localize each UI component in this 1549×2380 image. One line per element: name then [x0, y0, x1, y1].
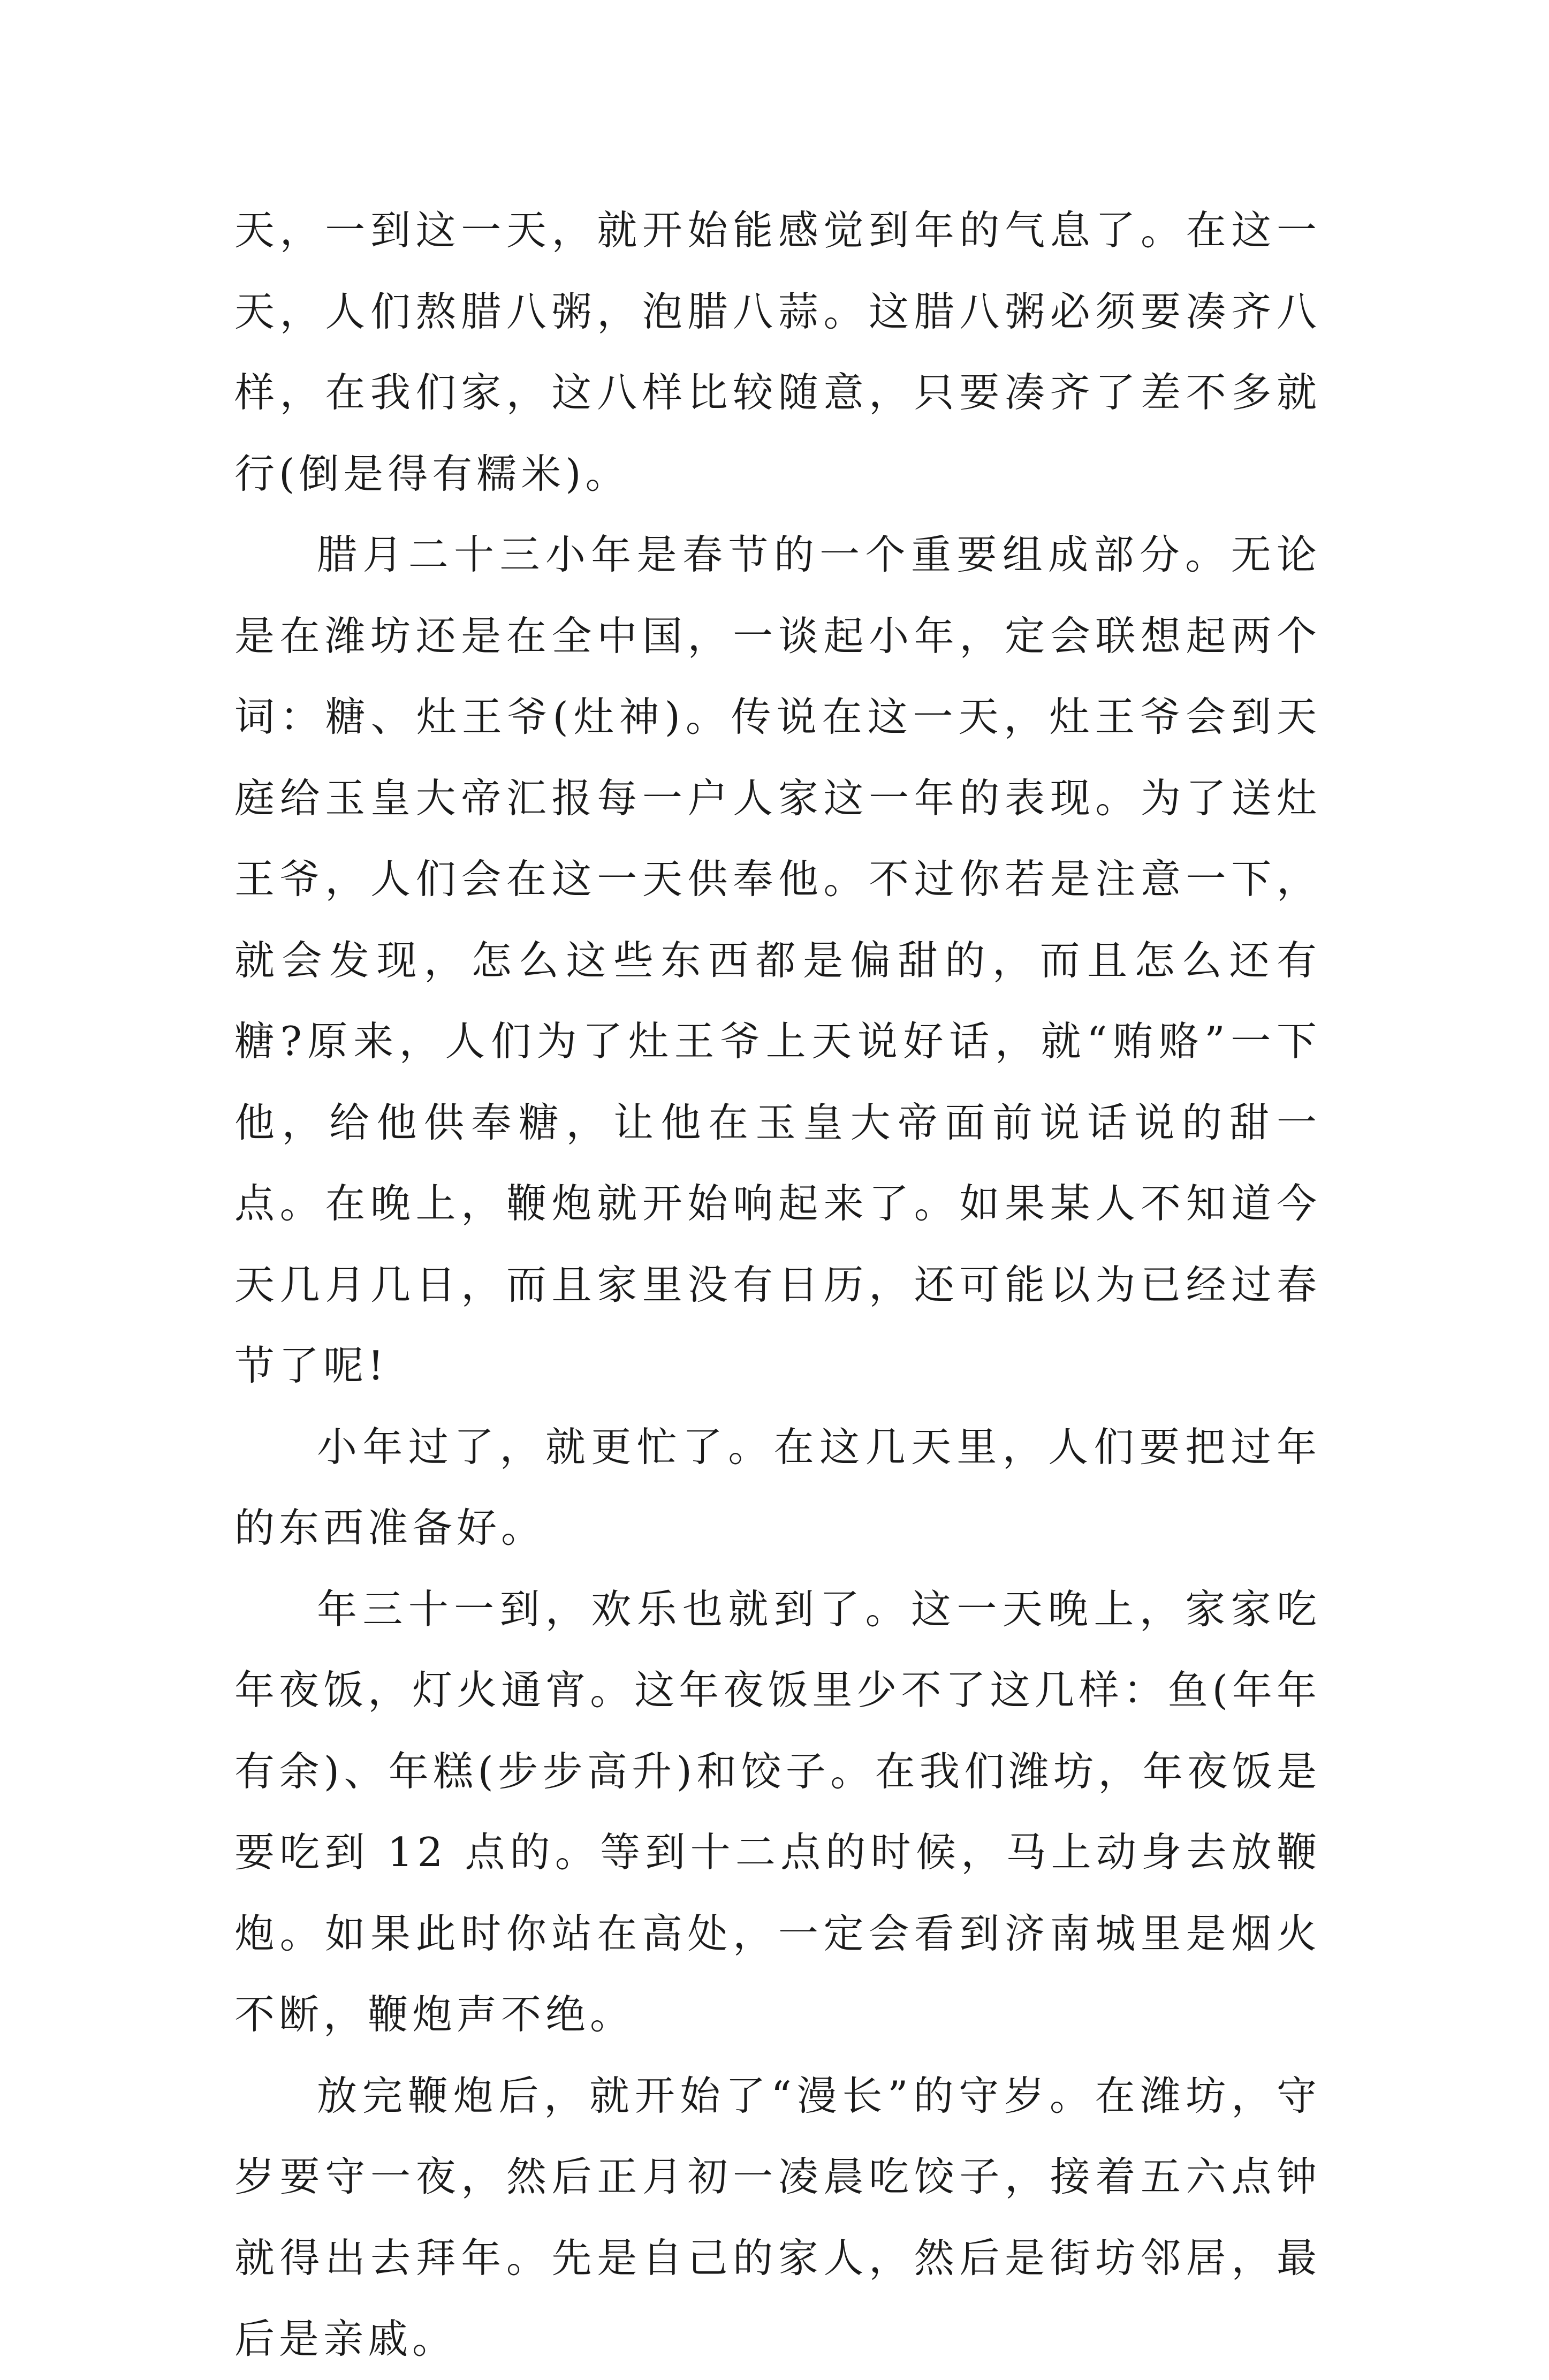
- paragraph-preparation: 小年过了，就更忙了。在这几天里，人们要把过年的东西准备好。: [234, 1423, 1321, 1551]
- paragraph-shousui: 放完鞭炮后，就开始了“漫长”的守岁。在潍坊，守岁要守一夜，然后正月初一凌晨吃饺子，接着五六点钟就得出去拜年。先是自己的家人，然后是街坊邻居，最后是亲戚。: [234, 2072, 1321, 2362]
- paragraph-new-year-eve: 年三十一到，欢乐也就到了。这一天晚上，家家吃年夜饭，灯火通宵。这年夜饭里少不了这几样：鱼(年年有余)、年糕(步步高升)和饺子。在我们潍坊，年夜饭是要吃到 12 点的。等到十二点的时候，马上动身去放鞭炮。如果此时你站在高处，一定会看到济南城里是烟火不断，鞭炮声不绝。: [234, 1585, 1321, 2038]
- paragraph-xiaonian: 腊月二十三小年是春节的一个重要组成部分。无论是在潍坊还是在全中国，一谈起小年，定会联想起两个词：糖、灶王爷(灶神)。传说在这一天，灶王爷会到天庭给玉皇大帝汇报每一户人家这一年的表现。为了送灶王爷，人们会在这一天供奉他。不过你若是注意一下，就会发现，怎么这些东西都是偏甜的，而且怎么还有糖?原来，人们为了灶王爷上天说好话，就“贿赂”一下他，给他供奉糖，让他在玉皇大帝面前说话说的甜一点。在晚上，鞭炮就开始响起来了。如果某人不知道今天几月几日，而且家里没有日历，还可能以为已经过春节了呢!: [234, 531, 1321, 1389]
- paragraph-laba: 天，一到这一天，就开始能感觉到年的气息了。在这一天，人们熬腊八粥，泡腊八蒜。这腊八粥必须要凑齐八样，在我们家，这八样比较随意，只要凑齐了差不多就行(倒是得有糯米)。: [234, 207, 1321, 497]
- document-body: [234, 190, 1321, 2380]
